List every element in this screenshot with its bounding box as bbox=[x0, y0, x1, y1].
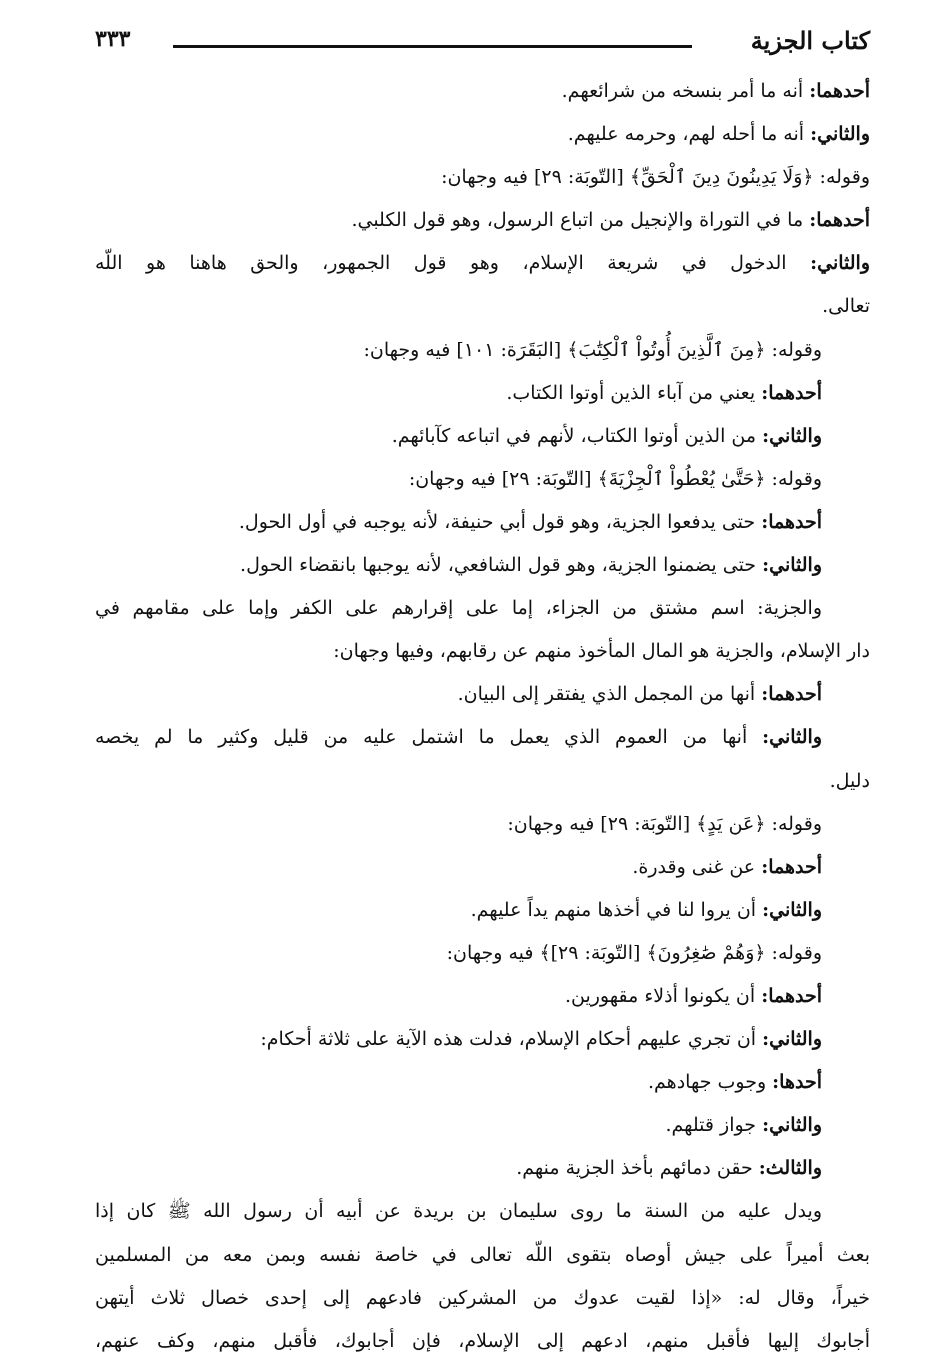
line-label: والثاني: bbox=[762, 554, 822, 577]
line-text: يعني من آباء الذين أوتوا الكتاب. bbox=[506, 381, 762, 404]
line-text: وقوله: ﴿وَلَا يَدِينُونَ دِينَ ٱلْحَقِّ﴾ [التّوبَة: ٢٩] فيه وجهان: bbox=[441, 166, 870, 189]
text-line bbox=[95, 501, 870, 544]
line-text: ما في التوراة والإنجيل من اتباع الرسول، وهو قول الكلبي. bbox=[351, 209, 810, 232]
line-text: والجزية: اسم مشتق من الجزاء، إما على إقرارهم على الكفر وإما على مقامهم في bbox=[95, 597, 822, 620]
line-text: أن يروا لنا في أخذها منهم يداً عليهم. bbox=[470, 898, 763, 921]
text-line bbox=[95, 415, 870, 458]
text-line bbox=[95, 1190, 870, 1233]
line-label: والثاني: bbox=[762, 1114, 822, 1137]
text-line bbox=[95, 70, 870, 113]
line-text: أن تجري عليهم أحكام الإسلام، فدلت هذه الآية على ثلاثة أحكام: bbox=[260, 1028, 763, 1051]
line-label: والثالث: bbox=[758, 1157, 822, 1180]
text-line bbox=[95, 1277, 870, 1320]
line-text: وقوله: ﴿وَهُمْ صَٰغِرُونَ﴾ [التّوبَة: ٢٩]﴾ فيه وجهان: bbox=[446, 941, 822, 964]
line-text: حتى يدفعوا الجزية، وهو قول أبي حنيفة، لأنه يوجبه في أول الحول. bbox=[238, 510, 762, 533]
line-label: والثاني: bbox=[810, 252, 870, 275]
line-label: أحدهما: bbox=[761, 855, 822, 878]
line-text: دار الإسلام، والجزية هو المال المأخوذ منهم عن رقابهم، وفيها وجهان: bbox=[333, 640, 870, 663]
text-line bbox=[95, 285, 870, 328]
line-label: أحدهما: bbox=[809, 209, 870, 232]
text-line bbox=[95, 1234, 870, 1277]
line-text: وقوله: ﴿مِنَ ٱلَّذِينَ أُوتُواْ ٱلْكِتَٰبَ﴾ [البَقَرَة: ١٠١] فيه وجهان: bbox=[363, 338, 822, 361]
line-text: حقن دمائهم بأخذ الجزية منهم. bbox=[516, 1157, 759, 1180]
line-text: أن يكونوا أذلاء مقهورين. bbox=[564, 984, 762, 1007]
text-line bbox=[95, 199, 870, 242]
line-text: وجوب جهادهم. bbox=[648, 1071, 773, 1094]
line-text: أنها من العموم الذي يعمل ما اشتمل عليه من قليل وكثير ما لم يخصه bbox=[95, 726, 763, 749]
line-label: والثاني: bbox=[762, 726, 822, 749]
line-label: أحدهما: bbox=[761, 984, 822, 1007]
line-text: عن غنى وقدرة. bbox=[632, 855, 762, 878]
text-line bbox=[95, 372, 870, 415]
text-line bbox=[95, 932, 870, 975]
text-line bbox=[95, 113, 870, 156]
text-line bbox=[95, 1061, 870, 1104]
line-text: خيراً، وقال له: «إذا لقيت عدوك من المشركين فادعهم إلى إحدى خصال ثلاث أيتهن bbox=[95, 1286, 870, 1309]
text-line bbox=[95, 587, 870, 630]
text-line bbox=[95, 1104, 870, 1147]
line-label: أحدهما: bbox=[761, 510, 822, 533]
line-text: أنها من المجمل الذي يفتقر إلى البيان. bbox=[457, 683, 762, 706]
line-text: حتى يضمنوا الجزية، وهو قول الشافعي، لأنه يوجبها بانقضاء الحول. bbox=[240, 554, 763, 577]
text-line bbox=[95, 156, 870, 199]
line-text: تعالى. bbox=[822, 295, 870, 318]
line-text: وقوله: ﴿عَن يَدٍ﴾ [التّوبَة: ٢٩] فيه وجهان: bbox=[507, 812, 822, 835]
text-line bbox=[95, 458, 870, 501]
line-label: أحدها: bbox=[772, 1071, 822, 1094]
text-line bbox=[95, 1320, 870, 1363]
chapter-title: كتاب الجزية bbox=[750, 26, 870, 55]
line-text: جواز قتلهم. bbox=[665, 1114, 763, 1137]
line-label: أحدهما: bbox=[761, 381, 822, 404]
line-text: بعث أميراً على جيش أوصاه بتقوى اللّه تعالى في خاصة نفسه وبمن معه من المسلمين bbox=[95, 1243, 870, 1266]
text-line bbox=[95, 544, 870, 587]
text-line bbox=[95, 716, 870, 759]
text-line bbox=[95, 242, 870, 285]
line-text: ويدل عليه من السنة ما روى سليمان بن بريدة عن أبيه أن رسول الله ﷺ كان إذا bbox=[95, 1200, 822, 1223]
line-text: دليل. bbox=[829, 769, 870, 792]
text-line bbox=[95, 1147, 870, 1190]
text-line bbox=[95, 846, 870, 889]
page-number: ٣٣٣ bbox=[95, 26, 131, 52]
line-label: والثاني: bbox=[762, 898, 822, 921]
line-text: من الذين أوتوا الكتاب، لأنهم في اتباعه كآبائهم. bbox=[391, 424, 763, 447]
line-label: والثاني: bbox=[762, 424, 822, 447]
text-line bbox=[95, 673, 870, 716]
line-label: والثاني: bbox=[762, 1028, 822, 1051]
text-line bbox=[95, 630, 870, 673]
line-text: أنه ما أمر بنسخه من شرائعهم. bbox=[561, 80, 810, 102]
running-header bbox=[95, 18, 870, 62]
line-label: والثاني: bbox=[810, 123, 870, 146]
text-line bbox=[95, 760, 870, 803]
text-line bbox=[95, 975, 870, 1018]
line-text: أجابوك إليها فأقبل منهم، ادعهم إلى الإسلام، فإن أجابوك، فأقبل منهم، وكف عنهم، bbox=[95, 1329, 870, 1352]
line-label: أحدهما: bbox=[761, 683, 822, 706]
line-text: الدخول في شريعة الإسلام، وهو قول الجمهور، والحق هاهنا هو اللّه bbox=[95, 252, 811, 275]
line-text: أنه ما أحله لهم، وحرمه عليهم. bbox=[567, 123, 811, 146]
line-text: وقوله: ﴿حَتَّىٰ يُعْطُواْ ٱلْجِزْيَةَ﴾ [التّوبَة: ٢٩] فيه وجهان: bbox=[408, 467, 822, 490]
body-text bbox=[95, 70, 870, 1363]
header-rule bbox=[173, 45, 692, 48]
text-line bbox=[95, 889, 870, 932]
text-line bbox=[95, 1018, 870, 1061]
text-line bbox=[95, 329, 870, 372]
line-label: أحدهما: bbox=[809, 80, 870, 102]
text-line bbox=[95, 803, 870, 846]
